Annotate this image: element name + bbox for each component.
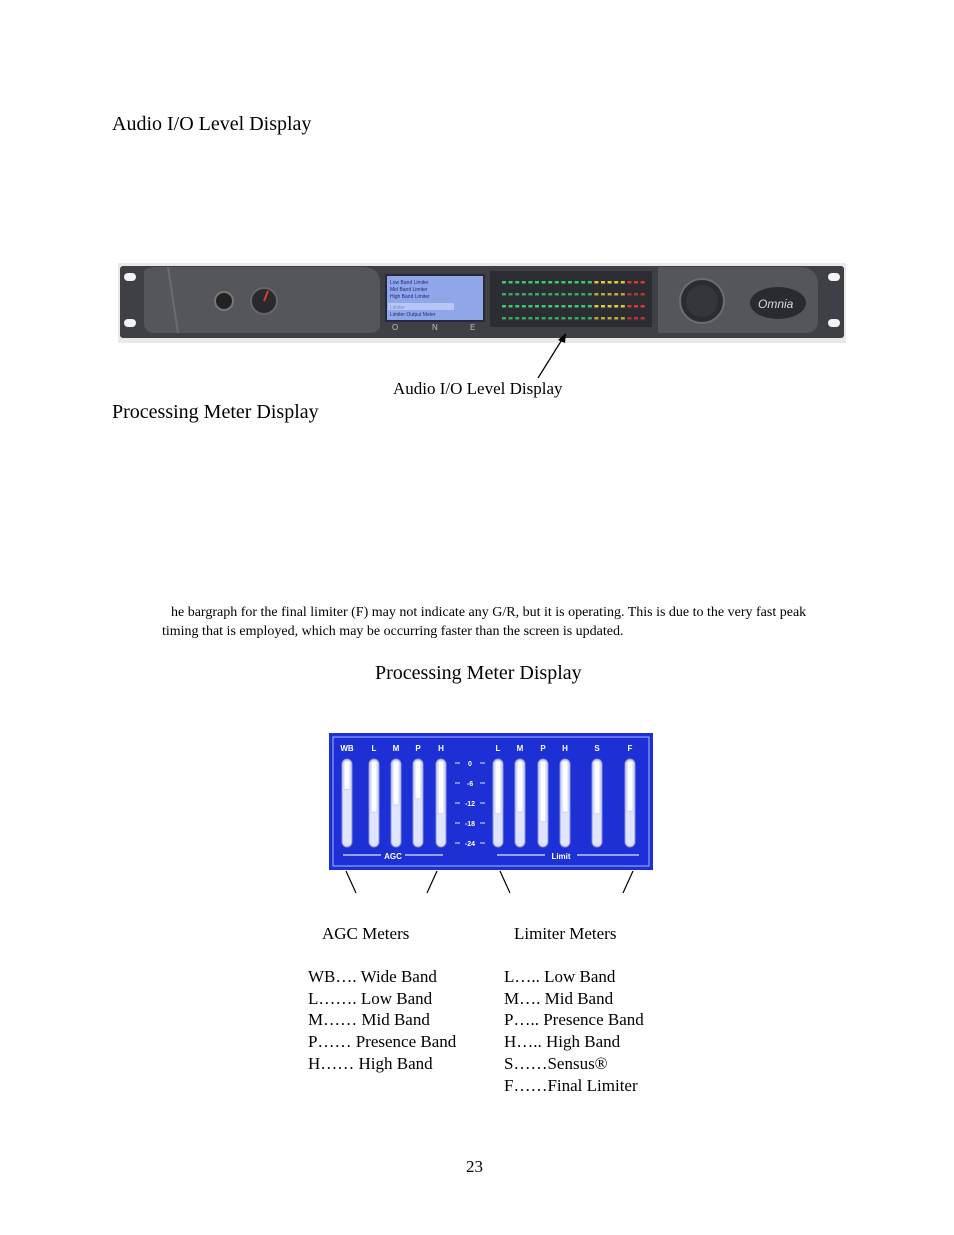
led-segment [542, 317, 546, 320]
led-segment [515, 281, 519, 284]
led-segment [581, 281, 585, 284]
limiter-legend-list [504, 966, 644, 1096]
led-segment [535, 317, 539, 320]
led-segment [641, 281, 645, 284]
led-segment [621, 281, 625, 284]
led-segment [621, 293, 625, 296]
led-segment [634, 305, 638, 308]
led-segment [634, 293, 638, 296]
led-segment [641, 317, 645, 320]
led-segment [522, 281, 526, 284]
limiter-meters-title: Limiter Meters [514, 924, 617, 943]
list-item: S……Sensus® [504, 1054, 608, 1073]
meter-label: WB [340, 744, 354, 753]
lcd-line-1: Low Band Limiter [390, 280, 429, 286]
led-segment [502, 281, 506, 284]
led-segment [614, 305, 618, 308]
meter-label: M [516, 744, 524, 753]
led-segment [542, 293, 546, 296]
meter-label: H [438, 744, 444, 753]
led-segment [614, 281, 618, 284]
meter-fill [540, 761, 546, 822]
front-panel-image [118, 263, 846, 343]
led-segment [555, 317, 559, 320]
scale-tick-label: -12 [464, 801, 476, 808]
led-segment [614, 317, 618, 320]
led-segment [502, 317, 506, 320]
led-segment [522, 317, 526, 320]
list-item: H…… High Band [308, 1054, 433, 1073]
meter-label: M [392, 744, 400, 753]
led-segment [535, 305, 539, 308]
led-segment [588, 293, 592, 296]
led-segment [588, 317, 592, 320]
meter-label: L [371, 744, 377, 753]
led-segment [535, 281, 539, 284]
limit-group-label: Limit [551, 852, 571, 861]
led-segment [515, 293, 519, 296]
led-segment [608, 305, 612, 308]
led-segment [634, 317, 638, 320]
led-segment [542, 281, 546, 284]
list-item: M…. Mid Band [504, 988, 614, 1008]
led-segment [641, 305, 645, 308]
meter-label: P [415, 744, 421, 753]
led-segment [548, 293, 552, 296]
lcd-line-3: High Band Limiter [390, 294, 430, 300]
led-segment [502, 305, 506, 308]
omnia-logo: Omnia [758, 297, 794, 311]
meter-fill [562, 761, 568, 812]
led-segment [588, 281, 592, 284]
led-segment [627, 305, 631, 308]
led-segment [522, 293, 526, 296]
meter-fill [495, 761, 501, 814]
led-segment [509, 305, 513, 308]
scale-tick-label: -6 [466, 781, 474, 788]
led-segment [568, 281, 572, 284]
model-letter-n: N [432, 323, 438, 332]
led-segment [555, 305, 559, 308]
led-segment [601, 293, 605, 296]
meter-fill [393, 761, 399, 805]
led-segment [575, 281, 579, 284]
led-segment [634, 281, 638, 284]
agc-legend-list [308, 966, 456, 1075]
led-segment [594, 305, 598, 308]
meter-label: L [495, 744, 501, 753]
list-item: L….. Low Band [504, 967, 616, 986]
model-letter-e: E [470, 323, 476, 332]
meter-fill [438, 761, 444, 814]
audio-io-caption: Audio I/O Level Display [393, 379, 563, 398]
meter-label: F [627, 744, 633, 753]
led-segment [575, 305, 579, 308]
led-segment [555, 293, 559, 296]
led-segment [621, 305, 625, 308]
led-segment [581, 305, 585, 308]
arrow-to-io-display [530, 330, 570, 380]
scale-tick-label: -18 [464, 821, 476, 828]
led-segment [502, 293, 506, 296]
audio-io-heading: Audio I/O Level Display [112, 113, 312, 135]
scale-tick-label: -24 [464, 841, 476, 848]
lcd-line-5: Limiter Output Meter [390, 312, 436, 318]
processing-heading: Processing Meter Display [112, 401, 319, 423]
led-segment [542, 305, 546, 308]
led-segment [548, 281, 552, 284]
led-segment [627, 293, 631, 296]
list-item: P…… Presence Band [308, 1031, 457, 1051]
led-segment [561, 281, 565, 284]
led-segment [561, 317, 565, 320]
led-segment [608, 293, 612, 296]
led-segment [515, 305, 519, 308]
led-segment [581, 293, 585, 296]
meter-figure-caption: Processing Meter Display [375, 662, 582, 684]
led-segment [575, 317, 579, 320]
led-segment [528, 281, 532, 284]
led-segment [548, 317, 552, 320]
led-segment [608, 281, 612, 284]
led-segment [601, 317, 605, 320]
list-item: WB…. Wide Band [308, 967, 437, 986]
led-segment [509, 281, 513, 284]
meter-fill [371, 761, 377, 812]
led-segment [588, 305, 592, 308]
scale-tick-label: 0 [468, 761, 472, 768]
meter-label: H [562, 744, 568, 753]
led-segment [641, 293, 645, 296]
led-segment [568, 305, 572, 308]
agc-group-label: AGC [384, 852, 402, 861]
led-segment [614, 293, 618, 296]
led-segment [575, 293, 579, 296]
lcd-line-2: Mid Band Limiter [390, 287, 428, 293]
list-item: L……. Low Band [308, 988, 433, 1008]
led-segment [555, 281, 559, 284]
led-segment [509, 317, 513, 320]
led-segment [568, 293, 572, 296]
meter-fill [344, 761, 350, 789]
led-segment [608, 317, 612, 320]
led-segment [581, 317, 585, 320]
page-number: 23 [466, 1157, 483, 1176]
led-segment [528, 317, 532, 320]
led-segment [528, 305, 532, 308]
meter-fill [627, 761, 633, 811]
led-segment [627, 317, 631, 320]
agc-meters-title: AGC Meters [322, 924, 410, 943]
led-segment [594, 317, 598, 320]
list-item: P….. Presence Band [504, 1010, 644, 1029]
led-segment [561, 293, 565, 296]
led-segment [594, 281, 598, 284]
led-segment [528, 293, 532, 296]
led-segment [561, 305, 565, 308]
meter-label: P [540, 744, 546, 753]
led-segment [509, 293, 513, 296]
led-segment [601, 305, 605, 308]
led-segment [515, 317, 519, 320]
meter-pointer-lines [340, 868, 640, 896]
meter-label: S [594, 744, 600, 753]
led-segment [568, 317, 572, 320]
meter-fill [594, 761, 600, 814]
led-segment [548, 305, 552, 308]
list-item: F……Final Limiter [504, 1075, 638, 1095]
processing-meter-display [329, 733, 653, 870]
led-segment [621, 317, 625, 320]
list-item: H….. High Band [504, 1031, 621, 1051]
list-item: M…… Mid Band [308, 1010, 430, 1029]
model-letter-o: O [392, 323, 399, 332]
led-segment [601, 281, 605, 284]
led-segment [627, 281, 631, 284]
meter-fill [517, 761, 523, 812]
led-segment [535, 293, 539, 296]
led-segment [594, 293, 598, 296]
final-limiter-note: he bargraph for the final limiter (F) may not indicate any G/R, but it is operating. This is due to the very fast peak timing that is employed, which may be occurring faster than the screen is updated. [162, 605, 807, 639]
meter-fill [415, 761, 421, 799]
led-segment [522, 305, 526, 308]
